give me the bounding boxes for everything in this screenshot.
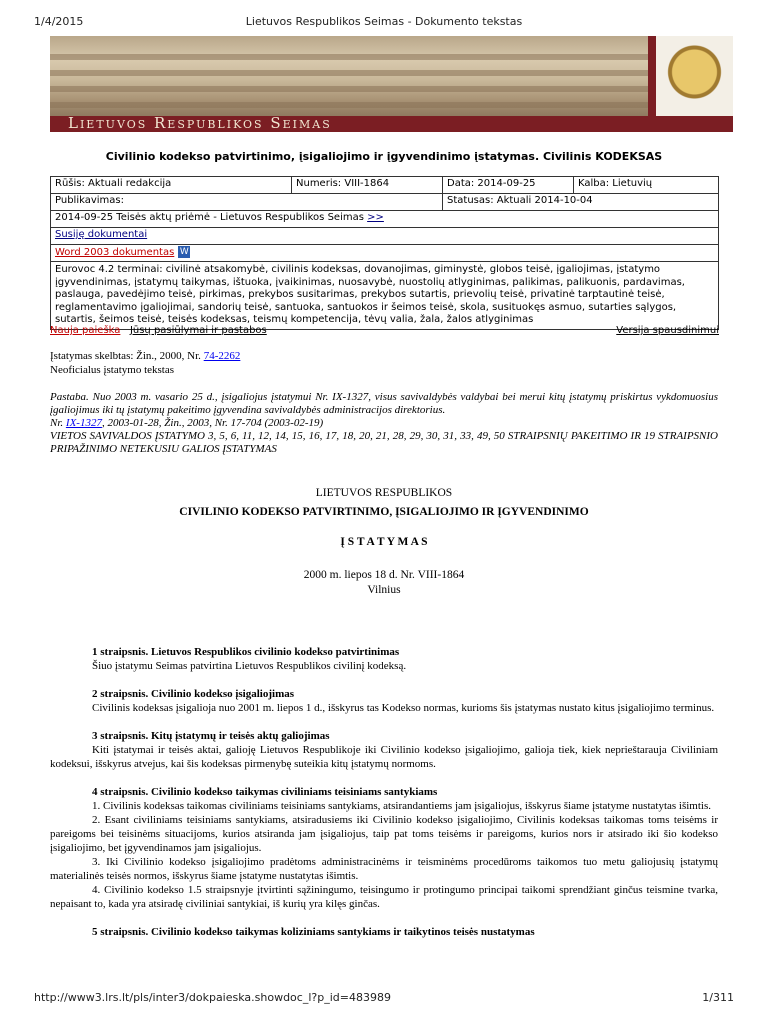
article-4-paragraph-3: 3. Iki Civilinio kodekso įsigaliojimo pradėtoms administracinėms ir teisminėms procedūroms taikomos tuo metu galiojusių įstatymų materialinės teisės normos, išskyrus šiame įstatyme nustatytas išimtis. (50, 856, 718, 882)
adoption-link[interactable]: >> (367, 212, 384, 223)
article-1-paragraph: Šiuo įstatymu Seimas patvirtina Lietuvos Respublikos civilinį kodeksą. (92, 660, 407, 672)
law-name: CIVILINIO KODEKSO PATVIRTINIMO, ĮSIGALIOJIMO IR ĮGYVENDINIMO (179, 506, 589, 518)
meta-publication: Publikavimas: (51, 194, 443, 211)
meta-adoption (51, 211, 719, 228)
print-version-link[interactable]: Versija spausdinimui (616, 325, 719, 336)
article-2-heading: 2 straipsnis. Civilinio kodekso įsigaliojimas (92, 688, 295, 700)
article-4-paragraph-4: 4. Civilinio kodekso 1.5 straipsnyje įtvirtinti sąžiningumo, teisingumo ir protingumo principai taikomi sprendžiant ginčus teismine tvarka, nepaisant to, kada yra atsiradę civiliniai santykiai, iš kurių yra kilęs ginčas. (50, 884, 718, 910)
print-date: 1/4/2015 (34, 15, 84, 28)
article-4-heading: 4 straipsnis. Civilinio kodekso taikymas civiliniams teisiniams santykiams (92, 786, 438, 798)
banner-title: Lietuvos Respublikos Seimas (68, 114, 332, 132)
word-document-link[interactable]: Word 2003 dokumentas (55, 247, 175, 258)
suggestions-link[interactable]: Jūsų pasiūlymai ir pastabos (129, 325, 267, 336)
meta-type: Rūšis: Aktuali redakcija (51, 177, 292, 194)
related-documents-link[interactable]: Susiję dokumentai (55, 229, 148, 240)
print-title: Lietuvos Respublikos Seimas - Dokumento tekstas (245, 15, 523, 28)
meta-date: Data: 2014-09-25 (443, 177, 574, 194)
footer-url: http://www3.lrs.lt/pls/inter3/dokpaieska.showdoc_l?p_id=483989 (34, 991, 391, 1004)
publication-link[interactable]: 74-2262 (203, 350, 241, 362)
note-text: Pastaba. Nuo 2003 m. vasario 25 d., įsigaliojus įstatymui Nr. IX-1327, visus savivaldybės valdybai bei merui kitų įstatymų priskirtus vykdomuosius įgaliojimus iki tų įstatymų pakeitimo įgyvendina savivaldybės administracijos direktorius. (50, 391, 718, 416)
article-1-heading: 1 straipsnis. Lietuvos Respublikos civilinio kodekso patvirtinimas (92, 646, 400, 658)
law-date: 2000 m. liepos 18 d. Nr. VIII-1864 (303, 569, 465, 581)
meta-word-row (51, 245, 719, 262)
publication-info (50, 349, 240, 377)
adoption-text: 2014-09-25 Teisės aktų priėmė - Lietuvos Respublikos Seimas (55, 212, 364, 223)
gavel-bell-image (656, 36, 733, 116)
article-4-paragraph-2: 2. Esant civiliniams teisiniams santykiams, atsiradusiems iki Civilinio kodekso įsigaliojimo, Civilinis kodeksas taikomas toms teisėms ir pareigoms bei teisinėms situacijoms, kurios atsiranda jam įsigaliojus, taip pat toms teisėms ir pareigoms, kurios nors ir atsirado iki šio kodekso įsigaliojimo, bet įgyvendinamos jam įsigaliojus. (50, 814, 718, 854)
print-header (0, 0, 768, 34)
note-ref-link[interactable]: IX-1327 (65, 417, 102, 429)
article-2-paragraph: Civilinis kodeksas įsigalioja nuo 2001 m. liepos 1 d., išskyrus tas Kodekso normas, kurioms šis įstatymas nustato kitus įsigaliojimo terminus. (92, 702, 715, 714)
law-articles (50, 645, 718, 939)
parliament-hall-image (50, 36, 648, 116)
article-3-heading: 3 straipsnis. Kitų įstatymų ir teisės aktų galiojimas (92, 730, 330, 742)
unofficial-text-note: Neoficialus įstatymo tekstas (50, 364, 175, 376)
law-country: LIETUVOS RESPUBLIKOS (315, 487, 453, 499)
footer-page: 1/311 (702, 991, 734, 1004)
article-5-heading: 5 straipsnis. Civilinio kodekso taikymas koliziniams santykiams ir taikytinos teisės nustatymas (92, 926, 535, 938)
action-bar (50, 325, 719, 336)
amendment-note (50, 391, 718, 456)
note-ref-prefix: Nr. (50, 417, 66, 429)
note-upper-title: VIETOS SAVIVALDOS ĮSTATYMO 3, 5, 6, 11, 12, 14, 15, 16, 17, 18, 20, 21, 28, 29, 30, 31, 33, 49, 50 STRAIPSNIŲ PAKEITIMO IR 19 STRAIPSNIO PRIPAŽINIMO NETEKUSIU GALIOS ĮSTATYMAS (50, 430, 718, 455)
law-place: Vilnius (367, 584, 401, 596)
meta-number: Numeris: VIII-1864 (292, 177, 443, 194)
article-4-paragraph-1: 1. Civilinis kodeksas taikomas civiliniams teisiniams santykiams, atsirandantiems jam įsigaliojus, išskyrus šiame įstatyme nustatytas išimtis. (92, 800, 712, 812)
document-meta-table (50, 176, 719, 330)
new-search-link[interactable]: Nauja paieška (50, 325, 121, 336)
meta-status: Statusas: Aktuali 2014-10-04 (443, 194, 719, 211)
law-type: Į S T A T Y M A S (340, 536, 428, 548)
article-3-paragraph: Kiti įstatymai ir teisės aktai, galioję Lietuvos Respublikoje iki Civilinio kodekso įsigaliojimo, galioja tiek, kiek neprieštarauja Civiliniam kodeksui, išskyrus atvejus, kai šis kodeksas pirmenybę suteikia kitų įstatymų normoms. (50, 744, 718, 770)
meta-related-row (51, 228, 719, 245)
eurovoc-terms: Eurovoc 4.2 terminai: civilinė atsakomybė, civilinis kodeksas, dovanojimas, giminystė, globos teisė, įgaliojimas, įstatymo įgyvendinimas, įstatymų taikymas, ištuoka, įvaikinimas, nuosavybė, nuostolių atlyginimas, palikimas, palikuonis, pardavimas, paslauga, pavedėjimo teisė, pirkimas, prekybos susitarimas, prekybos sutartis, prievolių teisė, privatinė tarptautinė teisė, reglamentavimo įgaliojimai, sandorių teisė, santuoka, santuokos ir šeimos teisė, skola, susituokęs asmuo, sutarties sąlygos, sutartis, šeimos teisė, teisės kodeksas, teismų kompetencija, tėvų valia, žala, žalos atlyginimas (51, 262, 719, 330)
publication-source: Įstatymas skelbtas: Žin., 2000, Nr. (50, 350, 204, 362)
document-title: Civilinio kodekso patvirtinimo, įsigaliojimo ir įgyvendinimo įstatymas. Civilinis KODEKSAS (105, 150, 663, 163)
note-ref-rest: , 2003-01-28, Žin., 2003, Nr. 17-704 (2003-02-19) (101, 417, 324, 429)
meta-language: Kalba: Lietuvių (574, 177, 719, 194)
word-icon[interactable]: W (179, 247, 189, 257)
site-banner (50, 36, 733, 132)
